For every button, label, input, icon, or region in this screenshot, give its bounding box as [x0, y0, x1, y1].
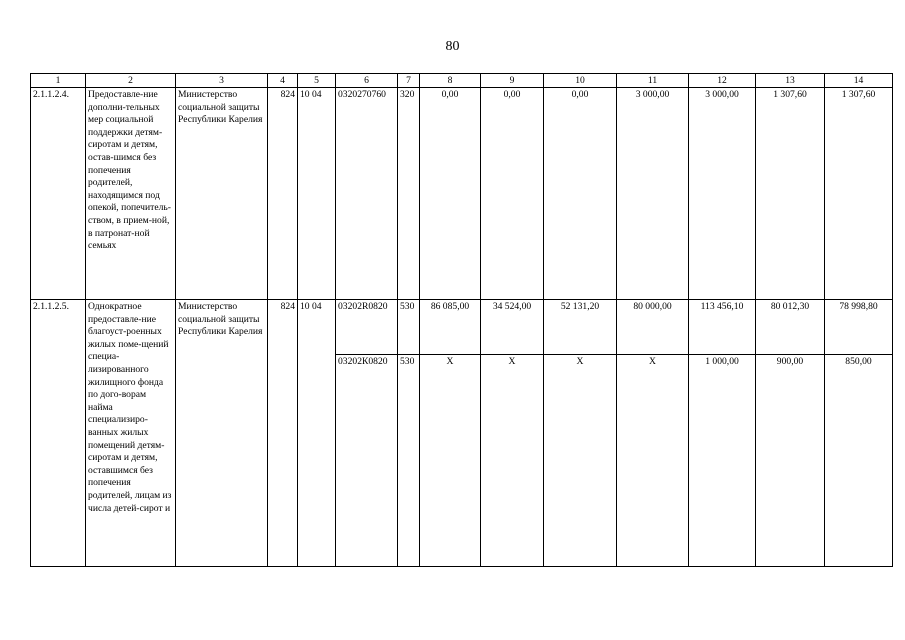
cell-col-9: Х [481, 355, 544, 567]
row-grbs: 824 [268, 88, 298, 300]
cell-col-10: Х [544, 355, 617, 567]
column-header: 14 [825, 74, 893, 88]
column-header: 8 [420, 74, 481, 88]
column-header: 6 [336, 74, 398, 88]
row-agency: Министерство социальной защиты Республики Карелия [176, 300, 268, 567]
column-header: 5 [298, 74, 336, 88]
column-header: 1 [31, 74, 86, 88]
column-header: 7 [398, 74, 420, 88]
cell-col-14: 78 998,80 [825, 300, 893, 355]
column-header: 13 [756, 74, 825, 88]
page-number: 80 [445, 39, 460, 54]
row-agency: Министерство социальной защиты Республики Карелия [176, 88, 268, 300]
cell-col-8: 0,00 [420, 88, 481, 300]
column-header: 11 [617, 74, 689, 88]
row-expense-type: 530 [398, 300, 420, 355]
row-description: Однократное предоставле-ние благоуст-роенных жилых поме-щений специа-лизированного жилищного фонда по дого-ворам найма специализиро-ванных жилых помещений детям-сиротам и детям, оставшимся без попечения родителей, лицам из числа детей-сирот и [86, 300, 176, 567]
column-header: 12 [689, 74, 756, 88]
row-grbs: 824 [268, 300, 298, 567]
row-target-article: 0320270760 [336, 88, 398, 300]
cell-col-11: Х [617, 355, 689, 567]
row-code: 2.1.1.2.4. [31, 88, 86, 300]
cell-col-9: 34 524,00 [481, 300, 544, 355]
row-target-article: 03202К0820 [336, 355, 398, 567]
row-expense-type: 320 [398, 88, 420, 300]
cell-col-11: 3 000,00 [617, 88, 689, 300]
table-row [31, 88, 893, 300]
row-description: Предоставле-ние дополни-тельных мер социальной поддержки детям-сиротам и детям, остав-шимся без попечения родителей, находящимся под опекой, попечитель-ством, в прием-ной, в патронат-ной семьях [86, 88, 176, 300]
column-header: 2 [86, 74, 176, 88]
row-target-article: 03202R0820 [336, 300, 398, 355]
cell-col-14: 850,00 [825, 355, 893, 567]
cell-col-9: 0,00 [481, 88, 544, 300]
cell-col-13: 1 307,60 [756, 88, 825, 300]
column-header: 9 [481, 74, 544, 88]
row-expense-type: 530 [398, 355, 420, 567]
cell-col-13: 80 012,30 [756, 300, 825, 355]
column-header: 3 [176, 74, 268, 88]
budget-table [30, 73, 893, 567]
table-row [31, 300, 893, 355]
cell-col-8: 86 085,00 [420, 300, 481, 355]
row-code: 2.1.1.2.5. [31, 300, 86, 567]
cell-col-8: Х [420, 355, 481, 567]
cell-col-13: 900,00 [756, 355, 825, 567]
table-header-row [31, 74, 893, 88]
cell-col-14: 1 307,60 [825, 88, 893, 300]
cell-col-10: 52 131,20 [544, 300, 617, 355]
column-header: 10 [544, 74, 617, 88]
cell-col-12: 113 456,10 [689, 300, 756, 355]
row-section: 10 04 [298, 88, 336, 300]
cell-col-10: 0,00 [544, 88, 617, 300]
cell-col-12: 3 000,00 [689, 88, 756, 300]
cell-col-11: 80 000,00 [617, 300, 689, 355]
column-header: 4 [268, 74, 298, 88]
cell-col-12: 1 000,00 [689, 355, 756, 567]
row-section: 10 04 [298, 300, 336, 567]
